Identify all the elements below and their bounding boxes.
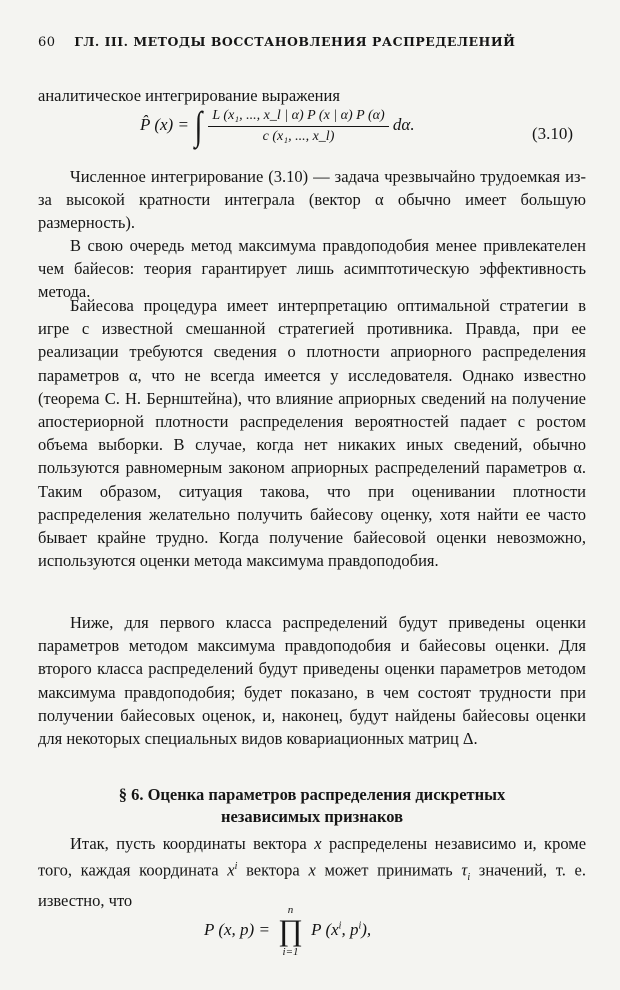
prod-lower-limit: i=1 <box>282 946 299 958</box>
p5-text-4: может принимать <box>324 860 453 880</box>
intro-line: аналитическое интегрирование выражения <box>38 86 340 105</box>
prod-upper-limit: n <box>287 904 294 916</box>
p5-sup-i: i <box>234 861 238 873</box>
p5-text-5: значений, т. е. известно, что <box>38 860 586 911</box>
formula-product <box>204 904 371 958</box>
formula-fraction <box>208 108 388 145</box>
section-heading-line2: независимых признаков <box>220 807 404 826</box>
prod-sup-2: i <box>358 920 362 932</box>
prod-rhs-mid: , p <box>341 919 359 939</box>
p5-var-xi: x <box>227 860 235 880</box>
formula-numerator: L (x₁, ..., x_l | α) P (x | α) P (α) <box>208 108 388 127</box>
section-heading <box>38 784 586 828</box>
formula-3-10 <box>140 103 415 148</box>
p5-tau-sub: i <box>467 872 471 883</box>
prod-rhs <box>311 920 371 939</box>
prod-lhs: P (x, p) = <box>204 919 270 939</box>
formula-denominator: c (x₁, ..., x_l) <box>262 128 335 144</box>
product-symbol: ∏ <box>278 914 303 947</box>
integral-sign: ∫ <box>194 103 203 148</box>
formula-tail: dα. <box>392 114 415 134</box>
paragraph-2: В свою очередь метод максимума правдоподобия менее привлекателен чем байесов: теория гарантирует лишь асимптотическую эффективность метода. <box>38 236 586 302</box>
formula-lhs: P̂ (x) = <box>140 114 189 134</box>
paragraph-3: Байесова процедура имеет интерпретацию оптимальной стратегии в игре с известной смешанной стратегией противника. Правда, при ее реализации требуются сведения о плотности априорного распределения параметров α, что не всегда имеется у исследователя. Однако известно (теорема С. Н. Бернштейна), что влияние априорных сведений на получение апостериорной плотности распределения вероятностей падает с ростом объема выборки. В случае, когда нет никаких иных сведений, обычно пользуются равномерным законом априорных распределений параметров α. Таким образом, ситуация такова, что при оценивании плотности распределения желательно получить байесову оценку, хотя найти ее часто бывает крайне трудно. Когда получение байесовой оценки невозможно, используются оценки метода максимума правдоподобия. <box>38 296 586 571</box>
prod-sup-1: i <box>338 920 342 932</box>
p5-text-3: вектора <box>246 860 300 880</box>
paragraph-4: Ниже, для первого класса распределений будут приведены оценки параметров методом максимума правдоподобия и байесовы оценки. Для второго класса распределений будут приведены оценки параметров методом максимума правдоподобия; будет показано, в чем состоят трудности при получении байесовых оценок, и, наконец, будут найдены байесовы оценки для некоторых специальных видов ковариационных матриц Δ. <box>38 613 586 749</box>
prod-rhs-start: P (x <box>311 919 339 939</box>
p5-text-2: распределены независимо и, кроме того, каждая координата <box>38 834 587 880</box>
p5-tau: τ <box>461 860 468 880</box>
section-heading-line1: § 6. Оценка параметров распределения дискретных <box>118 785 506 804</box>
prod-rhs-end: ), <box>361 919 372 939</box>
equation-number: (3.10) <box>532 124 574 143</box>
p5-var-x2: x <box>308 860 316 880</box>
page-number: 60 <box>38 35 56 50</box>
running-title: ГЛ. III. МЕТОДЫ ВОССТАНОВЛЕНИЯ РАСПРЕДЕЛЕНИЙ <box>74 34 516 49</box>
product-operator <box>278 904 303 958</box>
paragraph-1: Численное интегрирование (3.10) — задача чрезвычайно трудоемкая из-за высокой кратности интеграла (вектор α обычно имеет большую размерность). <box>38 167 586 233</box>
running-header <box>38 34 586 50</box>
p5-text-1: Итак, пусть координаты вектора <box>70 834 307 853</box>
paragraph-5 <box>38 832 586 912</box>
p5-var-x: x <box>314 834 322 853</box>
